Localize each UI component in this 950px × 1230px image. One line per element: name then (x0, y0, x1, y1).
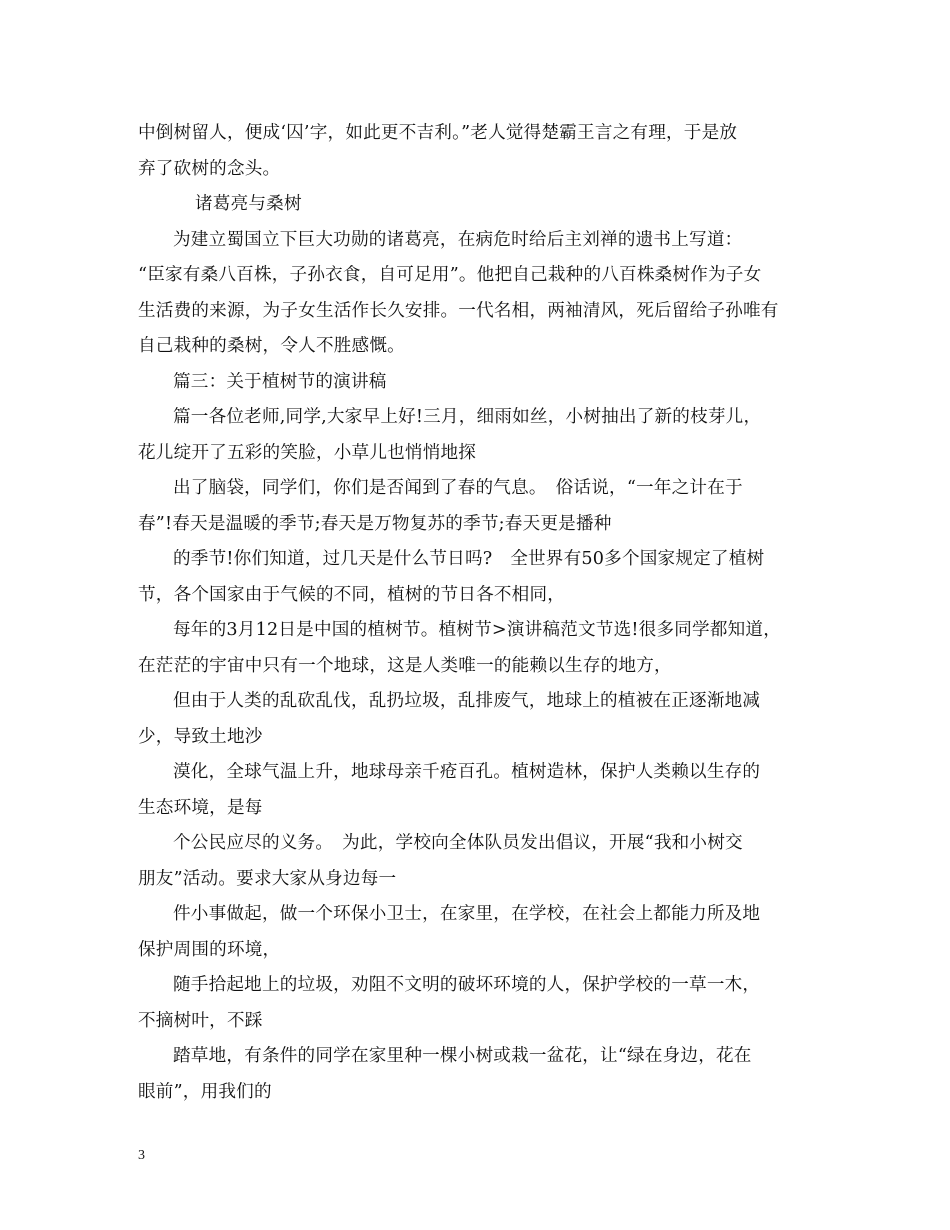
text-line: 每年的3月12日是中国的植树节。植树节>演讲稿范文节选!很多同学都知道， (173, 620, 782, 640)
text-line: 节，各个国家由于气候的不同，植树的节日各不相同， (138, 584, 566, 605)
text-line: 不摘树叶，不踩 (138, 1010, 263, 1031)
text-line: 朋友”活动。要求大家从身边每一 (138, 868, 397, 889)
section-heading: 篇三：关于植树节的演讲稿 (173, 371, 387, 392)
text-line: 踏草地，有条件的同学在家里种一棵小树或栽一盆花，让“绿在身边，花在 (173, 1046, 752, 1066)
text-line: 自己栽种的桑树，令人不胜感慨。 (138, 336, 405, 356)
text-line: 生活费的来源，为子女生活作长久安排。一代名相，两袖清风，死后留给子孙唯有 (138, 300, 779, 321)
text-line: 眼前”，用我们的 (138, 1081, 272, 1102)
text-line: 但由于人类的乱砍乱伐，乱扔垃圾，乱排废气，地球上的植被在正逐渐地减 (173, 691, 761, 711)
text-line: 在茫茫的宇宙中只有一个地球，这是人类唯一的能赖以生存的地方， (138, 655, 672, 676)
text-line: 弃了砍树的念头。 (138, 158, 281, 179)
text-line: 个公民应尽的义务。 为此，学校向全体队员发出倡议，开展“我和小树交 (173, 833, 743, 853)
text-line: 的季节!你们知道，过几天是什么节日吗? 全世界有50多个国家规定了植树 (173, 549, 765, 569)
text-line: 出了脑袋，同学们，你们是否闻到了春的气息。 俗话说，“一年之计在于 (173, 478, 743, 498)
text-line: 中倒树留人，便成‘囚’字，如此更不吉利。”老人觉得楚霸王言之有理，于是放 (138, 123, 738, 143)
text-line: 保护周围的环境， (138, 939, 281, 960)
text-line: 漠化，全球气温上升，地球母亲千疮百孔。植树造林，保护人类赖以生存的 (173, 762, 761, 782)
text-line: 少，导致土地沙 (138, 726, 263, 747)
body-text (138, 116, 828, 1110)
text-line: 随手拾起地上的垃圾，劝阻不文明的破坏环境的人，保护学校的一草一木， (173, 975, 761, 995)
text-line: 生态环境，是每 (138, 797, 263, 818)
page-number: 3 (138, 1148, 145, 1163)
section-heading: 诸葛亮与桑树 (195, 194, 302, 214)
text-line: 件小事做起，做一个环保小卫士，在家里，在学校，在社会上都能力所及地 (173, 904, 761, 924)
text-line: 春”!春天是温暖的季节;春天是万物复苏的季节;春天更是播种 (138, 513, 612, 534)
text-line: 篇一各位老师,同学,大家早上好!三月，细雨如丝，小树抽出了新的枝芽儿， (173, 407, 762, 427)
text-line: 为建立蜀国立下巨大功勋的诸葛亮，在病危时给后主刘禅的遗书上写道： (173, 229, 743, 250)
text-line: “臣家有桑八百株，子孙衣食，自可足用”。他把自己栽种的八百株桑树作为子女 (138, 265, 762, 285)
text-line: 花儿绽开了五彩的笑脸，小草儿也悄悄地探 (138, 442, 477, 463)
